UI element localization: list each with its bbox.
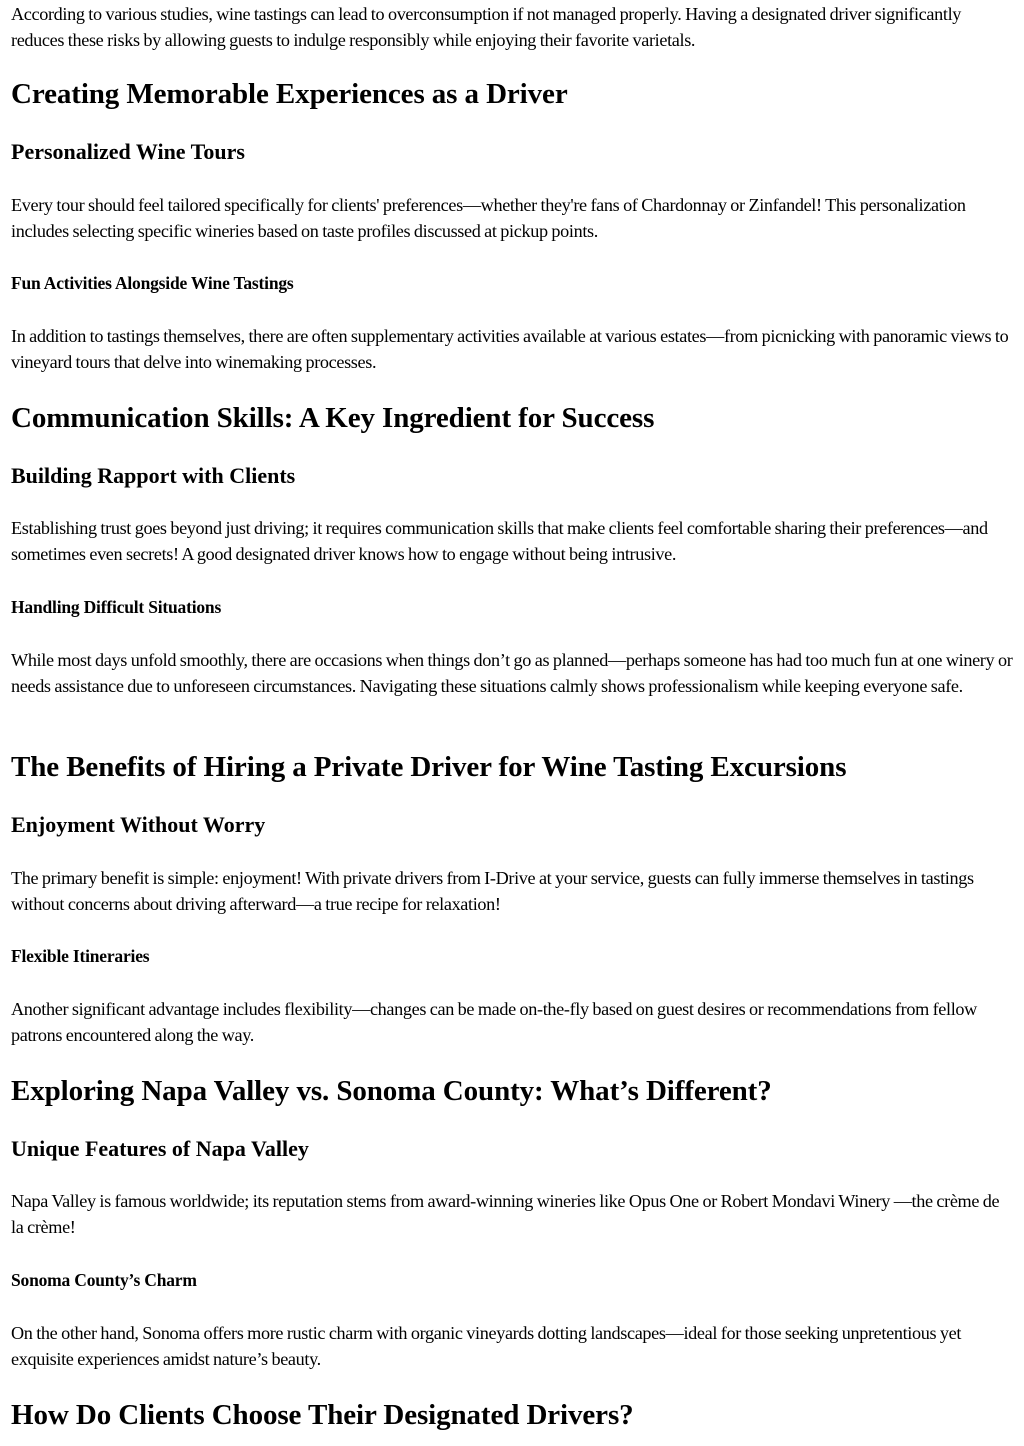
paragraph-flexible-itineraries: Another significant advantage includes flexibility—changes can be made on-the-fly based on guest desires or recommendations from fellow patrons encountered along the way. bbox=[11, 999, 977, 1045]
paragraph-building-rapport: Establishing trust goes beyond just driving; it requires communication skills that make clients feel comfortable sharing their preferences—and sometimes even secrets! A good designated driver knows how to engage without being intrusive. bbox=[11, 518, 988, 564]
section-heading-communication-skills: Communication Skills: A Key Ingredient for Success bbox=[11, 402, 655, 434]
subheading-flexible-itineraries: Flexible Itineraries bbox=[11, 946, 150, 966]
subheading-napa-valley: Unique Features of Napa Valley bbox=[11, 1136, 309, 1161]
subheading-fun-activities: Fun Activities Alongside Wine Tastings bbox=[11, 273, 294, 293]
section-heading-choose-drivers: How Do Clients Choose Their Designated Drivers? bbox=[11, 1399, 634, 1431]
paragraph-enjoyment-without-worry: The primary benefit is simple: enjoyment! With private drivers from I-Drive at your service, guests can fully immerse themselves in tastings without concerns about driving afterward—a true recipe for relaxation! bbox=[11, 868, 974, 914]
paragraph-fun-activities: In addition to tastings themselves, there are often supplementary activities available at various estates—from picnicking with panoramic views to vineyard tours that delve into winemaking processes. bbox=[11, 326, 1009, 372]
paragraph-sonoma-charm: On the other hand, Sonoma offers more rustic charm with organic vineyards dotting landscapes—ideal for those seeking unpretentious yet exquisite experiences amidst nature’s beauty. bbox=[11, 1323, 962, 1369]
section-heading-memorable-experiences: Creating Memorable Experiences as a Driver bbox=[11, 78, 568, 110]
subheading-personalized-wine-tours: Personalized Wine Tours bbox=[11, 139, 245, 164]
paragraph-napa-valley: Napa Valley is famous worldwide; its reputation stems from award-winning wineries like Opus One or Robert Mondavi Winery —the crème de la crème! bbox=[11, 1191, 1000, 1237]
paragraph-personalized-wine-tours: Every tour should feel tailored specifically for clients' preferences—whether they're fans of Chardonnay or Zinfandel! This personalization includes selecting specific wineries based on taste profiles discussed at pickup points. bbox=[11, 195, 966, 241]
subheading-difficult-situations: Handling Difficult Situations bbox=[11, 597, 222, 617]
section-heading-napa-vs-sonoma: Exploring Napa Valley vs. Sonoma County: What’s Different? bbox=[11, 1075, 772, 1107]
subheading-building-rapport: Building Rapport with Clients bbox=[11, 463, 296, 488]
section-heading-benefits-private-driver: The Benefits of Hiring a Private Driver for Wine Tasting Excursions bbox=[11, 751, 847, 783]
paragraph-difficult-situations: While most days unfold smoothly, there are occasions when things don’t go as planned—perhaps someone has had too much fun at one winery or needs assistance due to unforeseen circumstances. Navigating these situations calmly shows professionalism while keeping everyone safe. bbox=[11, 650, 1013, 696]
intro-paragraph: According to various studies, wine tastings can lead to overconsumption if not managed properly. Having a designated driver significantly reduces these risks by allowing guests to indulge responsibly while enjoying their favorite varietals. bbox=[11, 4, 962, 50]
subheading-sonoma-charm: Sonoma County’s Charm bbox=[11, 1270, 197, 1290]
subheading-enjoyment-without-worry: Enjoyment Without Worry bbox=[11, 812, 266, 837]
